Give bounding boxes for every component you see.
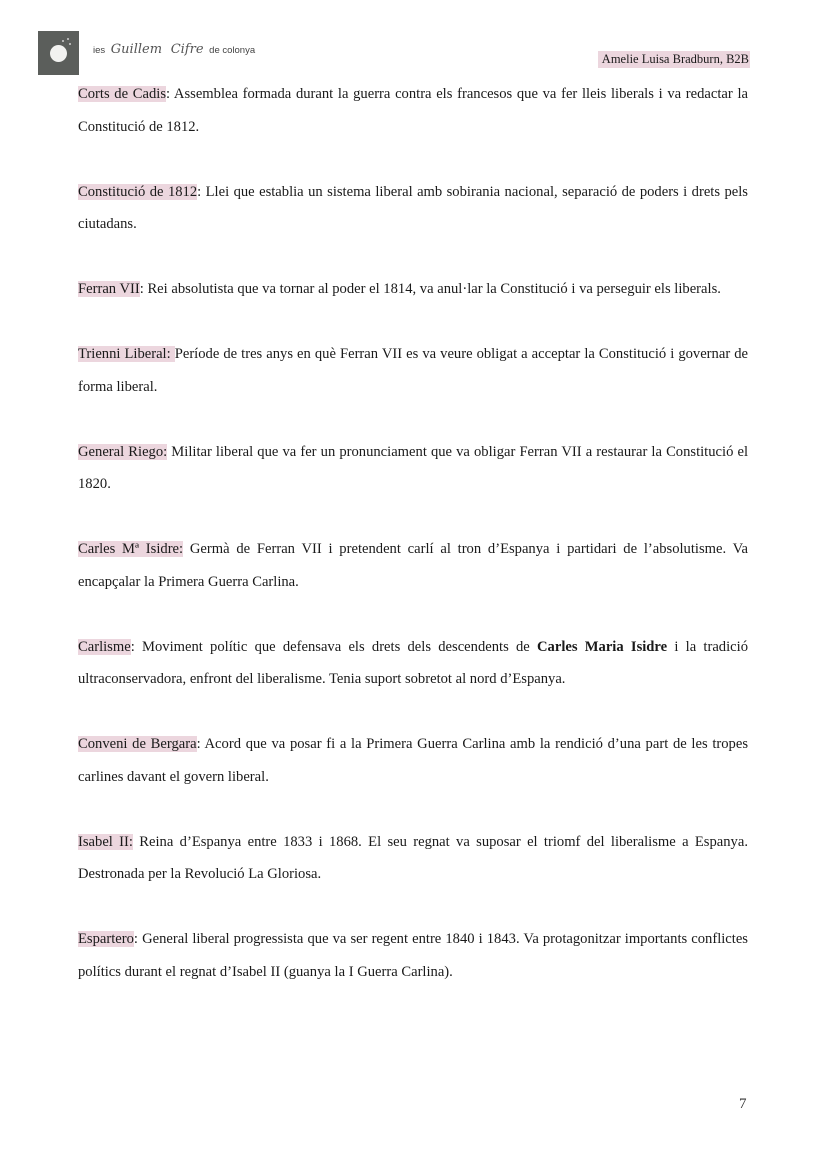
school-prefix: ies — [93, 45, 106, 56]
glossary-entry — [78, 78, 748, 143]
school-name-guillem: Guillem — [110, 42, 163, 57]
bold-name: Carles Maria Isidre — [537, 638, 668, 655]
glossary-term: Corts de Cadis — [78, 86, 166, 102]
glossary-term: Trienni Liberal: — [78, 346, 175, 362]
logo-spark — [69, 43, 71, 45]
glossary-definition: Germà de Ferran VII i pretendent carlí al tron d’Espanya i partidari de l’absolutisme. Va encapçalar la Primera Guerra Carlina. — [78, 541, 749, 590]
glossary-entry — [78, 923, 748, 988]
glossary-term: Carlisme — [78, 638, 131, 655]
glossary-definition: Acord que va posar fi a la Primera Guerra Carlina amb la rendició d’una part de les tropes carlines davant el govern liberal. — [78, 736, 748, 785]
glossary-definition: Rei absolutista que va tornar al poder el 1814, va anul·lar la Constitució i va perseguir els liberals. — [143, 281, 721, 297]
term-separator: : — [130, 638, 135, 655]
glossary-entry — [78, 273, 748, 306]
school-logo-icon — [38, 31, 79, 75]
glossary-definition: Moviment polític que defensava els drets dels descendents de — [134, 638, 537, 655]
glossary-entry — [78, 338, 748, 403]
glossary-definition-continued: i la tradició ultraconservadora, enfront del liberalisme. Tenia suport sobretot al nord d’Espanya. — [78, 638, 748, 687]
glossary-definition: Període de tres anys en què Ferran VII es va veure obligat a acceptar la Constitució i governar de forma liberal. — [78, 346, 748, 395]
logo-spark — [67, 38, 69, 40]
term-separator: : — [197, 183, 202, 200]
glossary-term: Constitució de 1812 — [78, 183, 198, 200]
glossary-definition: Llei que establia un sistema liberal amb sobirania nacional, separació de poders i drets pels ciutadans. — [78, 183, 748, 232]
glossary-entry — [78, 728, 748, 793]
glossary-term: Carles Mª Isidre: — [78, 541, 184, 557]
school-name-cifre: Cifre — [170, 42, 204, 57]
term-separator: : — [166, 86, 171, 102]
author-label: Amelie Luisa Bradburn, B2B — [598, 51, 750, 68]
glossary — [78, 78, 748, 1021]
glossary-definition: Reina d’Espanya entre 1833 i 1868. El seu regnat va suposar el triomf del liberalisme a Espanya. Destronada per la Revolució La Gloriosa. — [78, 833, 748, 882]
glossary-entry — [78, 631, 748, 696]
glossary-entry — [78, 533, 748, 598]
term-separator: : — [139, 281, 144, 297]
glossary-term: General Riego: — [78, 443, 168, 460]
glossary-term: Isabel II: — [78, 833, 133, 850]
glossary-entry — [78, 826, 748, 891]
logo-sun-circle — [50, 45, 67, 62]
term-separator: : — [196, 736, 201, 752]
glossary-definition: Assemblea formada durant la guerra contra els francesos que va fer lleis liberals i va redactar la Constitució de 1812. — [78, 86, 748, 135]
glossary-definition: General liberal progressista que va ser regent entre 1840 i 1843. Va protagonitzar importants conflictes polítics durant el regnat d’Isabel II (guanya la I Guerra Carlina). — [78, 931, 748, 980]
page-number: 7 — [739, 1096, 747, 1112]
glossary-definition: Militar liberal que va fer un pronunciament que va obligar Ferran VII a restaurar la Constitució el 1820. — [78, 443, 748, 492]
term-separator: : — [133, 931, 138, 947]
logo-spark — [62, 40, 64, 42]
glossary-term: Conveni de Bergara — [78, 736, 197, 752]
school-suffix: de colonya — [209, 45, 256, 56]
glossary-entry — [78, 436, 748, 501]
glossary-entry — [78, 176, 748, 241]
glossary-term: Ferran VII — [78, 281, 140, 297]
glossary-term: Espartero — [78, 931, 134, 947]
school-name — [93, 42, 255, 57]
